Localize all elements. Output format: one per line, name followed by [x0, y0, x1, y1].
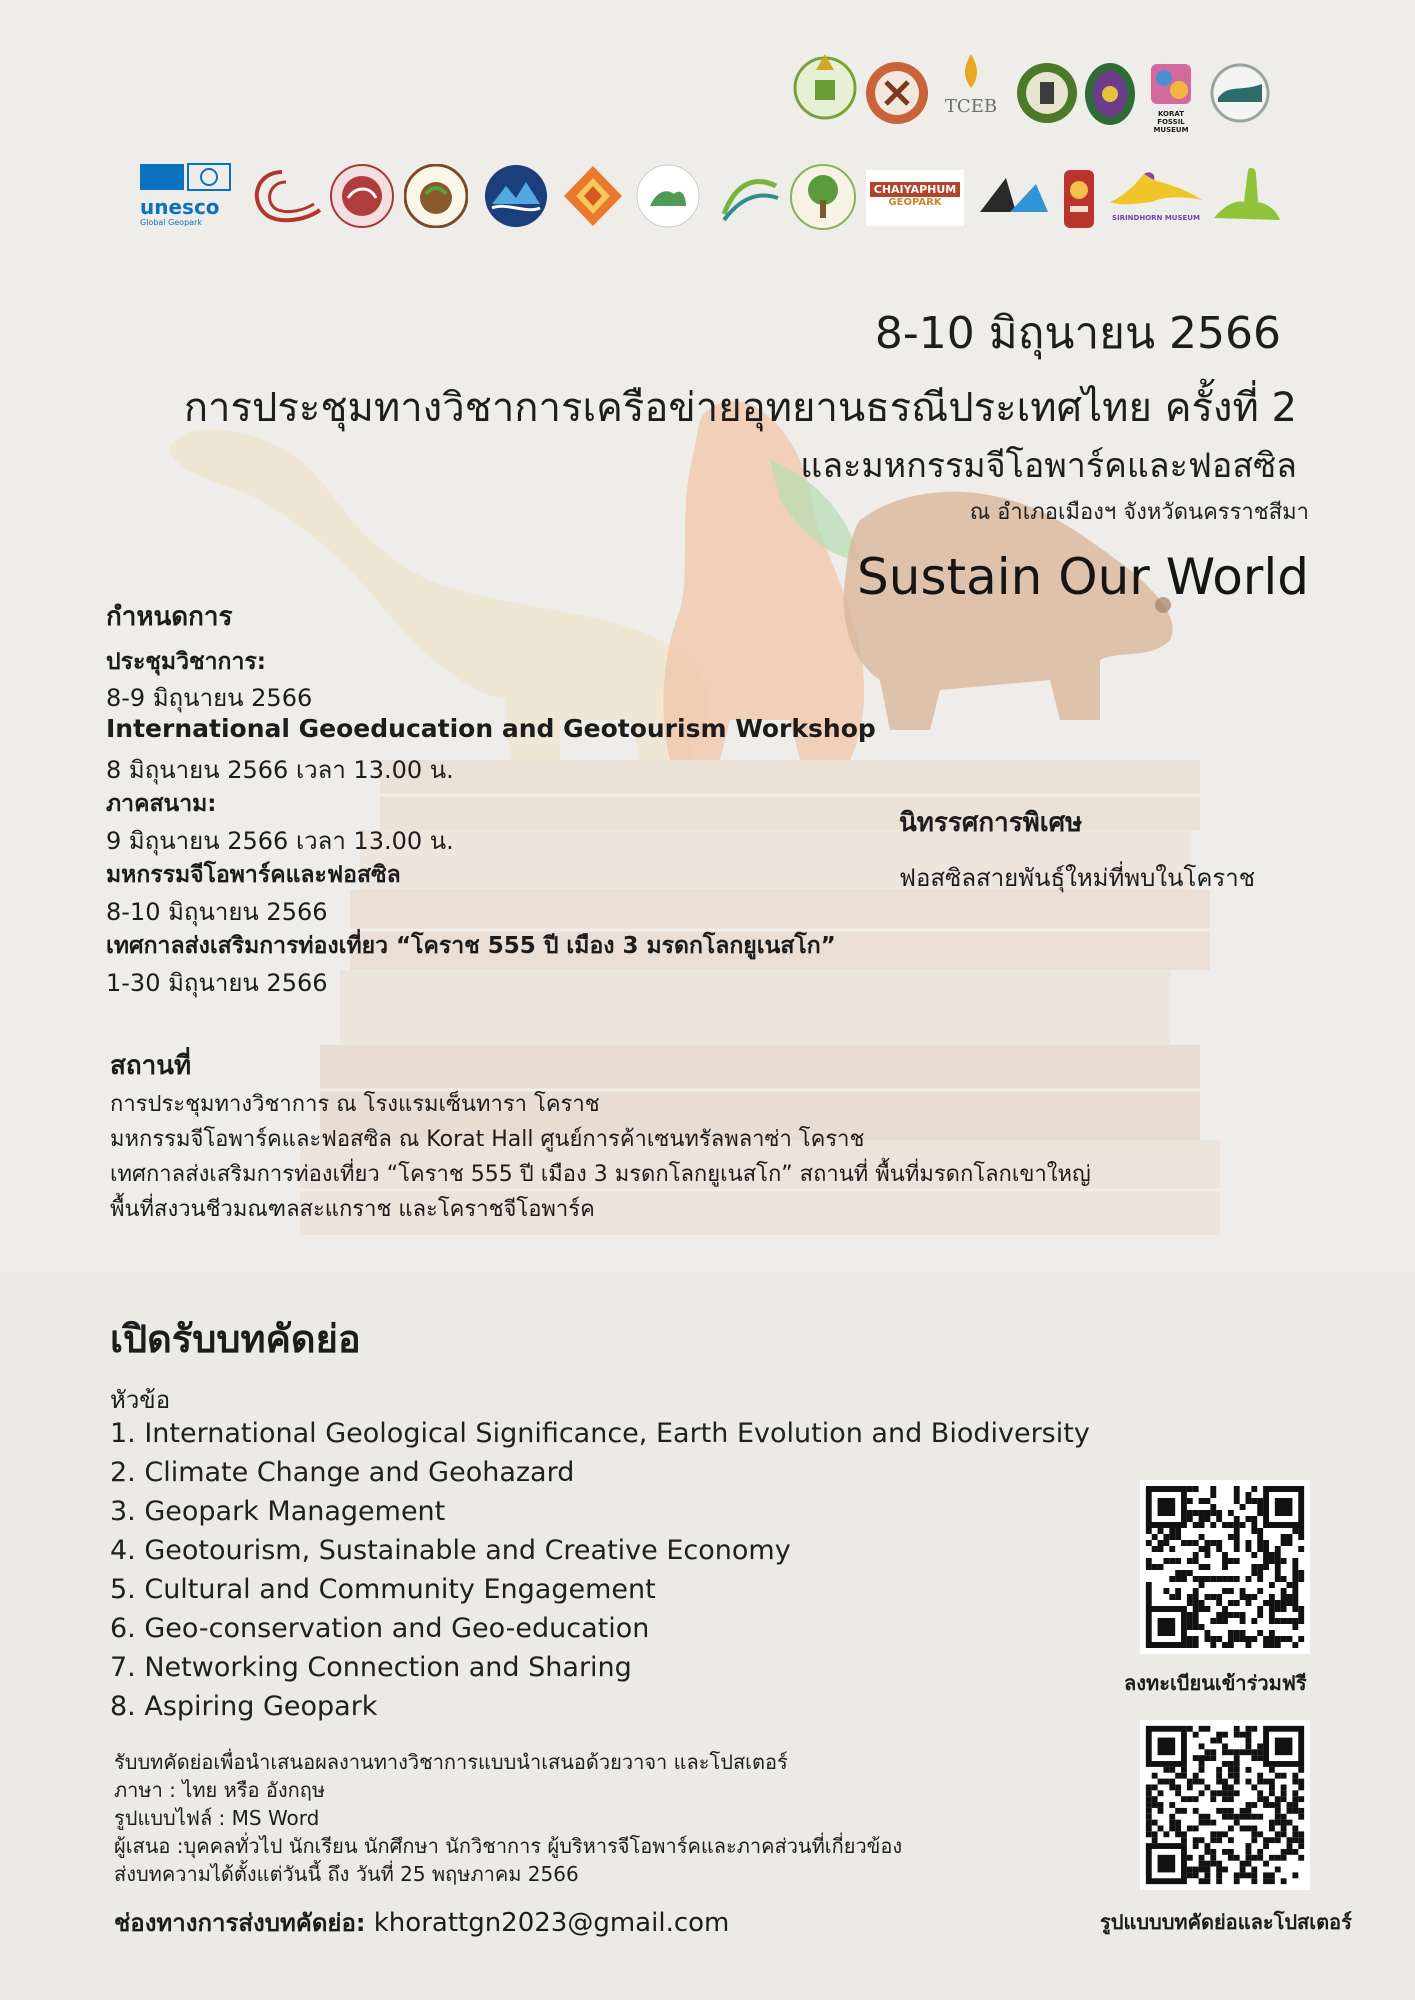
- korat-geopark-logo: [1210, 62, 1270, 124]
- green-dinosaur-logo: [1208, 160, 1282, 230]
- abstract-note: รูปแบบไฟล์ : MS Word: [114, 1806, 320, 1830]
- venue-line: พื้นที่สงวนชีวมณฑลสะแกราช และโคราชจีโอพาร์ค: [110, 1197, 595, 1222]
- chaiyaphum-subtext: GEOPARK: [888, 197, 942, 208]
- university-logo: [1016, 62, 1078, 124]
- submission-channel: [114, 1903, 729, 1942]
- event-slogan: Sustain Our World: [857, 548, 1309, 606]
- venue-line: มหกรรมจีโอพาร์คและฟอสซิล ณ Korat Hall ศูนย์การค้าเซนทรัลพลาซ่า โคราช: [110, 1127, 865, 1152]
- rajabhat-logo: [1084, 62, 1136, 126]
- schedule-item-value: 8 มิถุนายน 2566 เวลา 13.00 น.: [106, 756, 454, 784]
- abstract-note: รับบทคัดย่อเพื่อนำเสนอผลงานทางวิชาการแบบนำเสนอด้วยวาจา และโปสเตอร์: [114, 1750, 788, 1774]
- submission-email-link[interactable]: khorattgn2023@gmail.com: [373, 1908, 730, 1938]
- topics-label: หัวข้อ: [110, 1386, 171, 1414]
- geopark-green-circle-logo: [636, 164, 700, 228]
- schedule-item-value: 1-30 มิถุนายน 2566: [106, 969, 328, 997]
- phetchabun-geopark-logo: [716, 166, 786, 226]
- phu-hang-nak-geopark-logo: [976, 172, 1052, 224]
- abstract-note: ภาษา : ไทย หรือ อังกฤษ: [114, 1778, 326, 1802]
- mining-logo: [790, 48, 860, 120]
- topic-item: 3. Geopark Management: [110, 1496, 446, 1527]
- schedule-item-value: 8-10 มิถุนายน 2566: [106, 898, 328, 926]
- tceb-logo: [934, 50, 1008, 126]
- chaiyaphum-geopark-logo: [866, 170, 964, 226]
- gear-emblem-logo: [864, 60, 930, 126]
- event-title: การประชุมทางวิชาการเครือข่ายอุทยานธรณีประเทศไทย ครั้งที่ 2: [183, 385, 1297, 431]
- topic-item: 5. Cultural and Community Engagement: [110, 1574, 656, 1605]
- abstracts-heading: เปิดรับบทคัดย่อ: [110, 1317, 361, 1361]
- exhibition-heading: นิทรรศการพิเศษ: [899, 808, 1083, 838]
- korat-fossil-museum-text: KORAT FOSSIL MUSEUM: [1153, 110, 1189, 134]
- registration-qr-code[interactable]: [1140, 1480, 1310, 1654]
- chaiyaphum-text: CHAIYAPHUM: [870, 182, 960, 197]
- unesco-subtext: Global Geopark: [140, 218, 202, 227]
- venue-line: เทศกาลส่งเสริมการท่องเที่ยว “โคราช 555 ปี เมือง 3 มรดกโลกยูเนสโก” สถานที่ พื้นที่มรดกโลกเขาใหญ่: [110, 1162, 1091, 1187]
- event-location: ณ อำเภอเมืองฯ จังหวัดนครราชสีมา: [969, 500, 1309, 525]
- venue-heading: สถานที่: [110, 1051, 192, 1081]
- event-subtitle: และมหกรรมจีโอพาร์คและฟอสซิล: [800, 446, 1297, 486]
- abstract-template-qr-code[interactable]: [1140, 1720, 1310, 1890]
- abstract-template-qr-label: รูปแบบบทคัดย่อและโปสเตอร์: [1100, 1910, 1352, 1934]
- topic-item: 7. Networking Connection and Sharing: [110, 1652, 632, 1683]
- tree-geopark-logo: [790, 164, 856, 230]
- schedule-item-label: International Geoeducation and Geotourism Workshop: [106, 714, 876, 743]
- schedule-item-label: ประชุมวิชาการ:: [106, 649, 266, 675]
- topic-item: 4. Geotourism, Sustainable and Creative Economy: [110, 1535, 791, 1566]
- unesco-text: unesco: [140, 195, 220, 219]
- kalasin-geopark-logo: [1062, 168, 1096, 230]
- sirindhorn-museum-logo: [1104, 166, 1208, 232]
- abstract-note: ผู้เสนอ :บุคคลทั่วไป นักเรียน นักศึกษา นักวิชาการ ผู้บริหารจีโอพาร์คและภาคส่วนที่เกี่ยวข้อง: [114, 1834, 903, 1858]
- sirindhorn-museum-text: SIRINDHORN MUSEUM: [1112, 214, 1200, 222]
- korat-fossil-museum-logo: [1146, 62, 1196, 134]
- schedule-item-value: 8-9 มิถุนายน 2566: [106, 684, 313, 712]
- event-date: 8-10 มิถุนายน 2566: [874, 308, 1281, 359]
- apgn-logo: [330, 164, 394, 228]
- topic-item: 6. Geo-conservation and Geo-education: [110, 1613, 650, 1644]
- global-geoparks-network-logo: [242, 166, 326, 226]
- submission-label: ช่องทางการส่งบทคัดย่อ:: [114, 1909, 366, 1937]
- schedule-heading: กำหนดการ: [106, 602, 233, 632]
- topic-item: 1. International Geological Significance, Earth Evolution and Biodiversity: [110, 1418, 1090, 1449]
- thai-geopark-network-logo: [404, 164, 468, 228]
- schedule-item-label: มหกรรมจีโอพาร์คและฟอสซิล: [106, 862, 401, 888]
- topic-item: 8. Aspiring Geopark: [110, 1691, 378, 1722]
- exhibition-text: ฟอสซิลสายพันธุ์ใหม่ที่พบในโคราช: [899, 864, 1256, 892]
- unesco-logo: [140, 162, 232, 230]
- abstract-note: ส่งบทความได้ตั้งแต่วันนี้ ถึง วันที่ 25 พฤษภาคม 2566: [114, 1862, 579, 1886]
- satun-geopark-logo: [484, 164, 548, 228]
- geopark-diamond-logo: [562, 164, 624, 228]
- schedule-item-label: เทศกาลส่งเสริมการท่องเที่ยว “โคราช 555 ปี เมือง 3 มรดกโลกยูเนสโก”: [106, 933, 836, 959]
- topic-item: 2. Climate Change and Geohazard: [110, 1457, 575, 1488]
- venue-line: การประชุมทางวิชาการ ณ โรงแรมเซ็นทารา โคราช: [110, 1092, 600, 1117]
- registration-qr-label: ลงทะเบียนเข้าร่วมฟรี: [1124, 1671, 1307, 1695]
- tceb-text: TCEB: [944, 96, 998, 117]
- schedule-item-value: 9 มิถุนายน 2566 เวลา 13.00 น.: [106, 827, 454, 855]
- schedule-item-label: ภาคสนาม:: [106, 791, 217, 817]
